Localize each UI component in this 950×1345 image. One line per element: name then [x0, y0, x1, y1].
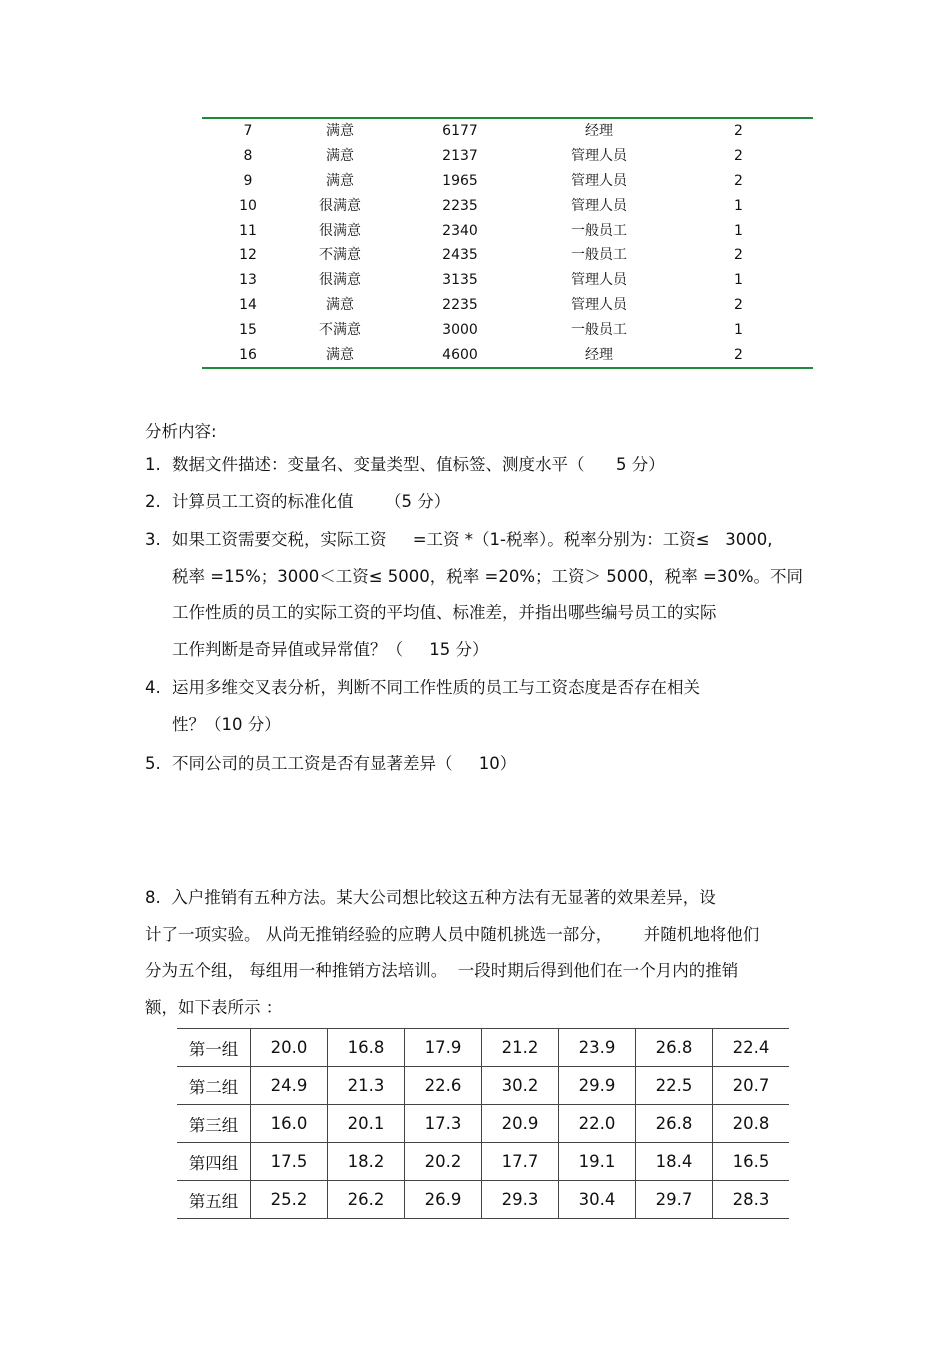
table-cell: 10	[239, 197, 257, 214]
table-cell: 12	[239, 247, 257, 264]
value-cell: 18.2	[328, 1143, 405, 1181]
table-cell: 管理人员	[571, 272, 627, 289]
value-cell: 17.9	[405, 1029, 482, 1067]
value-cell: 20.8	[713, 1105, 790, 1143]
table-cell: 3135	[442, 272, 478, 289]
value-cell: 21.3	[328, 1067, 405, 1105]
table-cell: 满意	[326, 148, 354, 165]
table-cell: 满意	[326, 172, 354, 189]
item-text	[172, 670, 822, 743]
table-cell: 经理	[534, 342, 664, 368]
item-number: 1.	[145, 455, 161, 474]
group-label-cell: 第五组	[177, 1181, 251, 1219]
value-cell: 22.0	[559, 1105, 636, 1143]
item-number: 4.	[145, 678, 161, 697]
table-row	[177, 1105, 789, 1143]
sales-data-table	[177, 1028, 789, 1219]
table-cell: 一般员工	[571, 321, 627, 338]
table-cell: 1	[734, 272, 743, 289]
text-line: 如果工资需要交税，实际工资 =工资 *（1-税率）。税率分别为：工资≤ 3000,	[172, 530, 773, 549]
table-cell: 4600	[386, 342, 534, 368]
table-row	[202, 317, 813, 342]
table-cell: 6177	[386, 118, 534, 144]
value-cell: 18.4	[636, 1143, 713, 1181]
item-text	[172, 522, 822, 668]
item-number: 3.	[145, 530, 161, 549]
problem-8-text	[145, 880, 759, 1027]
value-cell: 20.2	[405, 1143, 482, 1181]
value-cell: 17.7	[482, 1143, 559, 1181]
value-cell: 19.1	[559, 1143, 636, 1181]
text-line: 额，如下表所示 ：	[145, 998, 283, 1018]
value-cell: 26.9	[405, 1181, 482, 1219]
text-line: 运用多维交叉表分析，判断不同工作性质的员工与工资态度是否存在相关	[172, 678, 700, 697]
group-label-cell: 第一组	[177, 1029, 251, 1067]
table-cell: 很满意	[319, 222, 361, 239]
table-row	[202, 169, 813, 194]
table-cell: 2	[734, 172, 743, 189]
table-row	[202, 342, 813, 368]
table-cell: 13	[239, 272, 257, 289]
table-row	[177, 1029, 789, 1067]
table-row	[202, 243, 813, 268]
table-cell: 1	[734, 197, 743, 214]
item-text	[172, 484, 822, 521]
table-cell: 满意	[326, 296, 354, 313]
value-cell: 22.4	[713, 1029, 790, 1067]
table-cell: 不满意	[319, 321, 361, 338]
table-cell: 2435	[442, 247, 478, 264]
text-line: 8. 入户推销有五种方法。某大公司想比较这五种方法有无显著的效果差异，设	[145, 888, 716, 907]
table-cell: 2137	[442, 148, 478, 165]
value-cell: 21.2	[482, 1029, 559, 1067]
text-line: 不同公司的员工工资是否有显著差异（ 10）	[172, 754, 517, 773]
table-cell: 2235	[442, 197, 478, 214]
table-cell: 2340	[442, 222, 478, 239]
value-cell: 29.7	[636, 1181, 713, 1219]
table-cell: 满意	[294, 342, 386, 368]
table-cell: 管理人员	[571, 296, 627, 313]
group-label-cell: 第四组	[177, 1143, 251, 1181]
table-row	[202, 144, 813, 169]
item-number: 2.	[145, 492, 161, 511]
text-line: 性？（10 分）	[172, 714, 281, 734]
table-row	[177, 1181, 789, 1219]
table-cell: 9	[243, 172, 253, 189]
item-text	[172, 746, 822, 783]
value-cell: 30.4	[559, 1181, 636, 1219]
table-cell: 管理人员	[571, 172, 627, 189]
value-cell: 17.5	[251, 1143, 328, 1181]
value-cell: 29.9	[559, 1067, 636, 1105]
table-row	[177, 1143, 789, 1181]
table-cell: 1	[734, 321, 743, 338]
value-cell: 16.8	[328, 1029, 405, 1067]
text-line: 计算员工工资的标准化值 （5 分）	[172, 492, 451, 511]
table-row	[177, 1067, 789, 1105]
value-cell: 16.5	[713, 1143, 790, 1181]
item-number: 5.	[145, 754, 161, 773]
text-line: 工作性质的员工的实际工资的平均值、标准差，并指出哪些编号员工的实际	[172, 603, 717, 622]
table-cell: 14	[239, 296, 257, 313]
value-cell: 20.7	[713, 1067, 790, 1105]
table-row	[202, 118, 813, 144]
table-cell: 2	[734, 247, 743, 264]
value-cell: 26.2	[328, 1181, 405, 1219]
table-cell: 1	[734, 222, 743, 239]
table-cell: 2	[734, 296, 743, 313]
table-cell: 8	[243, 148, 253, 165]
table-cell: 很满意	[319, 197, 361, 214]
text-line: 计了一项实验。 从尚无推销经验的应聘人员中随机挑选一部分， 并随机地将他们	[145, 924, 760, 944]
text-line: 分为五个组， 每组用一种推销方法培训。 一段时期后得到他们在一个月内的推销	[145, 961, 739, 981]
table-cell: 一般员工	[571, 222, 627, 239]
value-cell: 22.6	[405, 1067, 482, 1105]
analysis-heading: 分析内容:	[145, 422, 217, 441]
table-cell: 15	[239, 321, 257, 338]
value-cell: 20.9	[482, 1105, 559, 1143]
table-cell: 经理	[534, 118, 664, 144]
group-label-cell: 第二组	[177, 1067, 251, 1105]
table-cell: 2	[734, 148, 743, 165]
value-cell: 30.2	[482, 1067, 559, 1105]
value-cell: 20.1	[328, 1105, 405, 1143]
table-cell: 满意	[294, 118, 386, 144]
table-cell: 一般员工	[571, 247, 627, 264]
value-cell: 25.2	[251, 1181, 328, 1219]
value-cell: 20.0	[251, 1029, 328, 1067]
value-cell: 29.3	[482, 1181, 559, 1219]
table-cell: 7	[202, 118, 294, 144]
table-cell: 1965	[442, 172, 478, 189]
table-cell: 2235	[442, 296, 478, 313]
value-cell: 24.9	[251, 1067, 328, 1105]
value-cell: 22.5	[636, 1067, 713, 1105]
table-cell: 不满意	[319, 247, 361, 264]
table-cell: 3000	[442, 321, 478, 338]
value-cell: 26.8	[636, 1029, 713, 1067]
table-cell: 11	[239, 222, 257, 239]
value-cell: 16.0	[251, 1105, 328, 1143]
value-cell: 28.3	[713, 1181, 790, 1219]
table-cell: 很满意	[319, 272, 361, 289]
value-cell: 26.8	[636, 1105, 713, 1143]
table-cell: 16	[202, 342, 294, 368]
group-label-cell: 第三组	[177, 1105, 251, 1143]
value-cell: 17.3	[405, 1105, 482, 1143]
text-line: 税率 =15%；3000＜工资≤ 5000，税率 =20%；工资＞ 5000，税率 =30%。不同	[172, 566, 804, 586]
table-row	[202, 193, 813, 218]
item-text	[172, 447, 822, 484]
employee-data-table	[202, 117, 813, 369]
table-row	[202, 268, 813, 293]
text-line: 工作判断是奇异值或异常值？（ 15 分）	[172, 639, 489, 659]
table-row	[202, 293, 813, 318]
table-cell: 管理人员	[571, 148, 627, 165]
table-cell: 管理人员	[571, 197, 627, 214]
table-row	[202, 218, 813, 243]
table-cell: 2	[664, 118, 813, 144]
text-line: 数据文件描述：变量名、变量类型、值标签、测度水平（ 5 分）	[172, 455, 665, 474]
value-cell: 23.9	[559, 1029, 636, 1067]
table-cell: 2	[664, 342, 813, 368]
